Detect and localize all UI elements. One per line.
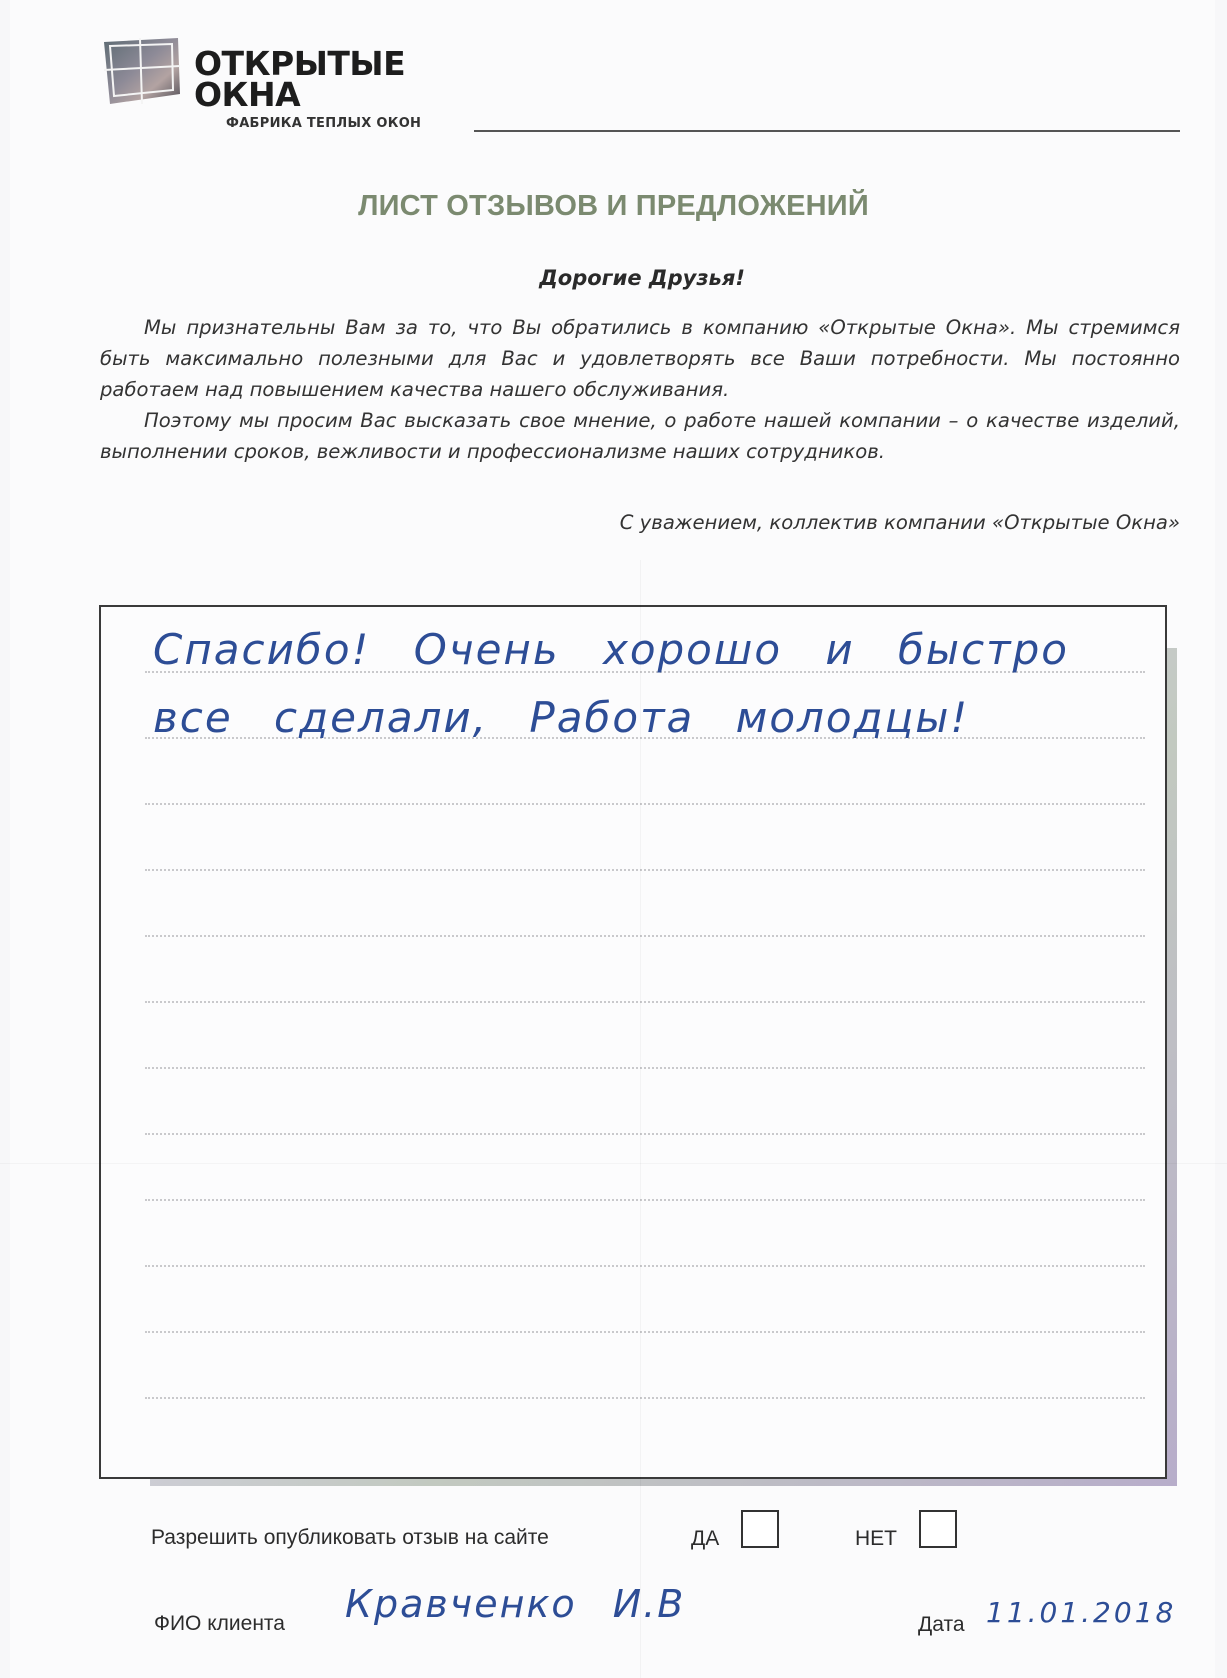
signoff: С уважением, коллектив компании «Открытые Окна» [619,511,1180,534]
document-title: ЛИСТ ОТЗЫВОВ И ПРЕДЛОЖЕНИЙ [358,190,869,222]
logo-title-line-2: ОКНА [194,75,301,114]
ruled-line [145,1331,1145,1333]
ruled-line [145,935,1145,937]
ruled-line [145,803,1145,805]
no-checkbox[interactable] [919,1510,957,1548]
client-name-label: ФИО клиента [154,1612,285,1635]
intro-paragraph-2: Поэтому мы просим Вас высказать свое мнение, о работе нашей компании – о качестве изделий, выполнении сроков, вежливости и профессионализме наших сотрудников. [100,409,1180,463]
window-logo-icon [100,34,184,108]
no-label: НЕТ [855,1527,897,1550]
intro-paragraph-1: Мы признательны Вам за то, что Вы обратились в компанию «Открытые Окна». Мы стремимся быть максимально полезными для Вас и удовлетворять все Ваши потребности. Мы постоянно работаем над повышением качества нашего обслуживания. [100,316,1180,401]
feedback-box[interactable] [99,605,1167,1479]
paper-fold [640,560,641,1678]
ruled-line [145,1265,1145,1267]
ruled-line [145,1133,1145,1135]
intro-text [100,312,1180,467]
header-divider [474,130,1180,132]
feedback-text-line-2: все сделали, Работа молодцы! [153,693,970,742]
ruled-line [145,1001,1145,1003]
logo-title [194,44,454,114]
ruled-line [145,1067,1145,1069]
date-value[interactable]: 11.01.2018 [986,1596,1177,1629]
publish-permission-label: Разрешить опубликовать отзыв на сайте [151,1526,549,1549]
ruled-line [145,1199,1145,1201]
logo-subtitle: ФАБРИКА ТЕПЛЫХ ОКОН [226,116,422,131]
yes-checkbox[interactable] [741,1510,779,1548]
ruled-line [145,1397,1145,1399]
feedback-text-line-1: Спасибо! Очень хорошо и быстро [153,625,1069,674]
yes-label: ДА [691,1527,720,1550]
date-label: Дата [918,1613,965,1636]
client-name-signature[interactable]: Кравченко И.В [345,1582,686,1626]
ruled-line [145,869,1145,871]
paper-fold [0,1163,1227,1164]
logo-title-line-1: ОТКРЫТЫЕ [194,44,406,83]
company-logo [100,30,460,140]
greeting: Дорогие Друзья! [539,266,745,290]
